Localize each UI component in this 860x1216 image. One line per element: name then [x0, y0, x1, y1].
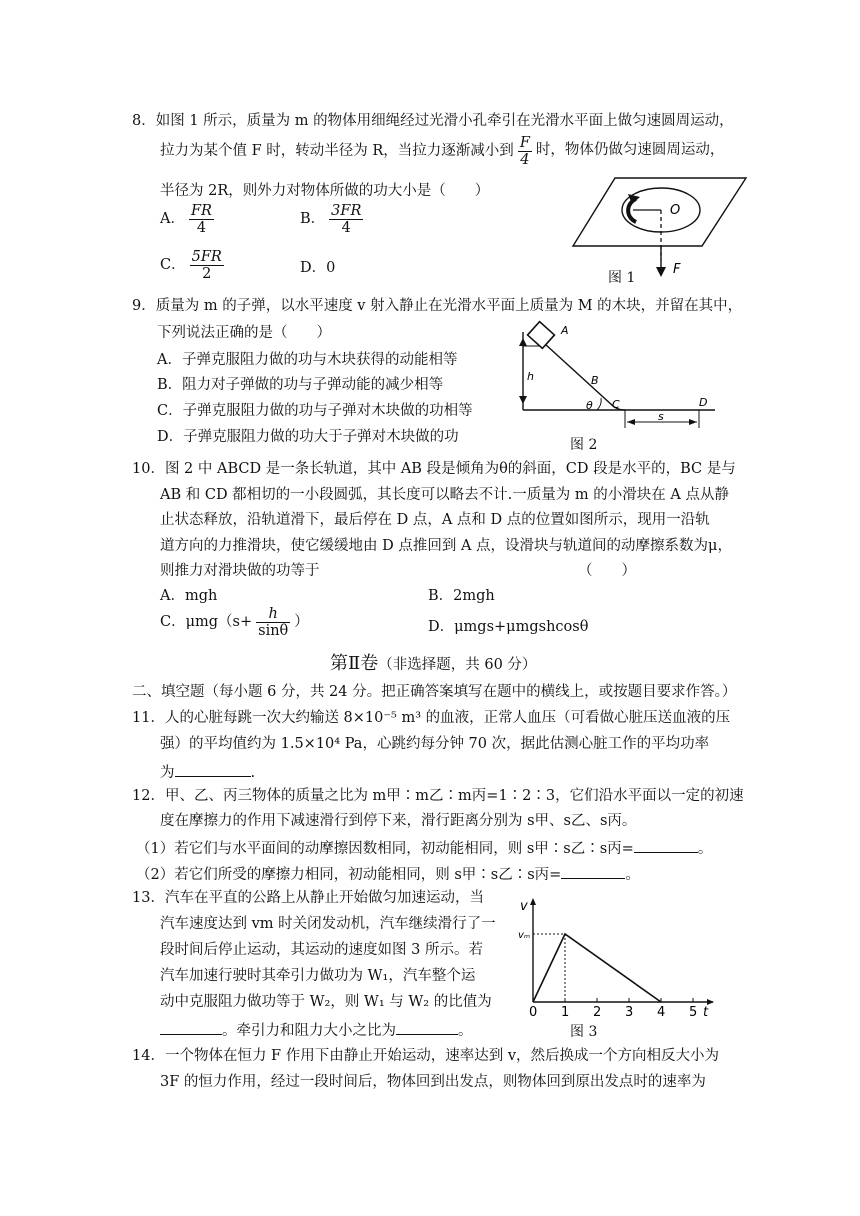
- x-tick-label-4: 4: [657, 1005, 666, 1018]
- q10-line4: 道方向的力推滑块，使它缓缓地由 D 点推回到 A 点，设滑块与轨道间的动摩擦系数为μ，: [160, 538, 732, 554]
- q8-number: 8．: [132, 113, 156, 129]
- q8-frac-num: F: [519, 134, 530, 151]
- q12-sub1: （1）若它们与水平面间的动摩擦因数相同，初动能相同，则 s甲∶s乙∶s丙=: [136, 841, 634, 857]
- q10-option-c: C．μmg（s+ $\frac{h}{\sin\theta}$ ）: [160, 606, 309, 639]
- q12-sub1-blank[interactable]: [634, 838, 698, 853]
- x-tick-label-5: 5: [689, 1005, 698, 1018]
- q13-force-ratio-blank[interactable]: [396, 1020, 458, 1035]
- q12-sub2-blank[interactable]: [561, 864, 625, 879]
- y-axis-label: v: [520, 899, 528, 914]
- q13-line3: 段时间后停止运动，其运动的速度如图 3 所示。若: [160, 942, 483, 958]
- x-tick-label-1: 1: [561, 1005, 570, 1018]
- q9-number: 9．: [132, 298, 156, 314]
- q8-line3: 半径为 2R，则外力对物体所做的功大小是（ ）: [160, 183, 490, 199]
- label-s: s: [658, 410, 664, 423]
- label-B: B: [591, 374, 599, 387]
- q8-line2b: 时，物体仍做匀速圆周运动，: [535, 142, 725, 159]
- y-axis-arrow-icon: [530, 898, 536, 905]
- x-axis-label: t: [703, 1005, 709, 1018]
- height-arrow-up-icon: [519, 338, 527, 346]
- height-arrow-down-icon: [519, 396, 527, 404]
- velocity-series-line: [533, 934, 661, 1002]
- q8-option-c: C． $\frac{5FR}{2}$: [160, 249, 222, 282]
- q13-line6: 。牵引力和阻力大小之比为: [222, 1023, 396, 1039]
- q13-line6-end: 。: [458, 1023, 473, 1039]
- section-2-main: 第Ⅱ卷: [330, 653, 379, 674]
- q10-line5: 则推力对滑块做的功等于: [160, 563, 320, 579]
- q9-option-b: B．阻力对子弹做的功与子弹动能的减少相等: [157, 377, 444, 393]
- label-h: h: [527, 370, 534, 383]
- q13-number: 13．: [132, 890, 165, 906]
- q14-line2: 3F 的恒力作用，经过一段时间后，物体回到出发点，则物体回到原出发点时的速率为: [160, 1074, 706, 1090]
- q11-line2: 强）的平均值约为 1.5×10⁴ Pa，心跳约每分钟 70 次，据此估测心脏工作的平均功率: [160, 736, 710, 752]
- q9-line1: 质量为 m 的子弹，以水平速度 v 射入静止在光滑水平面上质量为 M 的木块，并留在其中，: [155, 298, 743, 314]
- force-arrowhead-icon: [656, 267, 666, 277]
- q10-option-d: D．μmgs+μmgshcosθ: [428, 619, 589, 635]
- q14-line1: 一个物体在恒力 F 作用下由静止开始运动，速率达到 v，然后换成一个方向相反大小为: [164, 1048, 720, 1064]
- q12-line2: 度在摩擦力的作用下减速滑行到停下来，滑行距离分别为 s甲、s乙、s丙。: [160, 813, 637, 829]
- q12-line1: 甲、乙、丙三物体的质量之比为 m甲∶m乙∶m丙=1∶2∶3，它们沿水平面以一定的初速: [164, 788, 744, 804]
- q9-line2: 下列说法正确的是（ ）: [157, 325, 331, 341]
- q8-option-a: A． $\frac{FR}{4}$: [160, 203, 212, 236]
- q11-line3b: .: [250, 765, 256, 781]
- q11-number: 11．: [132, 710, 165, 726]
- q10-line3: 止状态释放，沿轨道滑下，最后停在 D 点，A 点和 D 点的位置如图所示，现用一沿轨: [160, 512, 710, 528]
- s-arrow-right-icon: [689, 419, 697, 425]
- x-tick-label-3: 3: [625, 1005, 634, 1018]
- figure-2: [515, 318, 720, 430]
- x-tick-label-2: 2: [593, 1005, 602, 1018]
- q13-line2: 汽车速度达到 vm 时关闭发动机，汽车继续滑行了一: [160, 916, 496, 932]
- q12-sub2: （2）若它们所受的摩擦力相同，初动能相同，则 s甲∶s乙∶s丙=: [136, 867, 562, 883]
- q8-line1: 如图 1 所示，质量为 m 的物体用细绳经过光滑小孔牵引在光滑水平面上做匀速圆周运动，: [155, 113, 734, 129]
- figure-3-chart: [518, 894, 718, 1018]
- q13-line4: 汽车加速行驶时其牵引力做功为 W₁，汽车整个运: [160, 968, 476, 984]
- q14-number: 14．: [132, 1048, 165, 1064]
- vm-label: vₘ: [518, 930, 531, 941]
- figure-3-caption: 图 3: [570, 1024, 598, 1040]
- q10-line1: 图 2 中 ABCD 是一条长轨道，其中 AB 段是倾角为θ的斜面，CD 段是水平的，BC 是与: [164, 461, 736, 477]
- q13-line1: 汽车在平直的公路上从静止开始做匀加速运动，当: [164, 890, 484, 906]
- label-C: C: [612, 398, 620, 411]
- label-F: F: [673, 262, 681, 277]
- label-A: A: [561, 324, 569, 337]
- figure-2-caption: 图 2: [570, 437, 598, 453]
- figure-1: [570, 170, 750, 290]
- x-tick-labels: [529, 998, 697, 1018]
- section-2-title: [330, 653, 536, 675]
- q10-option-a: A．mgh: [160, 588, 218, 604]
- incline-line: [545, 344, 613, 406]
- s-arrow-left-icon: [627, 419, 635, 425]
- q10-answer-paren: （ ）: [578, 563, 636, 579]
- q12-sub1-end: 。: [697, 841, 713, 857]
- q8-line2a: 拉力为某个值 F 时，转动半径为 R，当拉力逐渐减小到: [160, 143, 514, 159]
- q10-line2: AB 和 CD 都相切的一小段圆弧，其长度可以略去不计.一质量为 m 的小滑块在 A 点从静: [160, 487, 729, 503]
- figure-1-caption: 图 1: [608, 270, 636, 286]
- q12-number: 12．: [132, 788, 165, 804]
- q8-option-d: D．0: [300, 260, 336, 276]
- section-2-sub: （非选择题，共 60 分）: [378, 657, 537, 673]
- q10-number: 10．: [132, 461, 165, 477]
- x-tick-label-0: 0: [529, 1005, 538, 1018]
- q11-line1: 人的心脏每跳一次大约输送 8×10⁻⁵ m³ 的血液，正常人血压（可看做心脏压送血液的压: [164, 710, 731, 726]
- q8-option-b: B． $\frac{3FR}{4}$: [300, 203, 362, 236]
- label-D: D: [699, 396, 708, 409]
- q10-option-b: B．2mgh: [428, 588, 495, 604]
- q12-sub2-end: 。: [625, 867, 640, 883]
- q11-line3a: 为: [160, 765, 175, 781]
- q9-option-a: A．子弹克服阻力做的功与木块获得的动能相等: [157, 352, 458, 368]
- q13-line5: 动中克服阻力做功等于 W₂，则 W₁ 与 W₂ 的比值为: [160, 994, 492, 1010]
- label-O: O: [670, 203, 681, 218]
- angle-arc: [597, 398, 601, 410]
- part-2-heading: 二、填空题（每小题 6 分，共 24 分。把正确答案填写在题中的横线上，或按题目要求作答。）: [132, 684, 737, 700]
- q9-option-d: D．子弹克服阻力做的功大于子弹对木块做的功: [157, 429, 459, 445]
- q13-ratio-blank[interactable]: [160, 1020, 222, 1035]
- label-theta: θ: [586, 399, 593, 412]
- q8-frac-den: 4: [520, 151, 530, 168]
- q11-answer-blank[interactable]: [175, 762, 251, 777]
- q8-fraction-F-over-4: [518, 135, 532, 168]
- q9-option-c: C．子弹克服阻力做的功与子弹对木块做的功相等: [157, 403, 473, 419]
- slider-block: [528, 322, 555, 349]
